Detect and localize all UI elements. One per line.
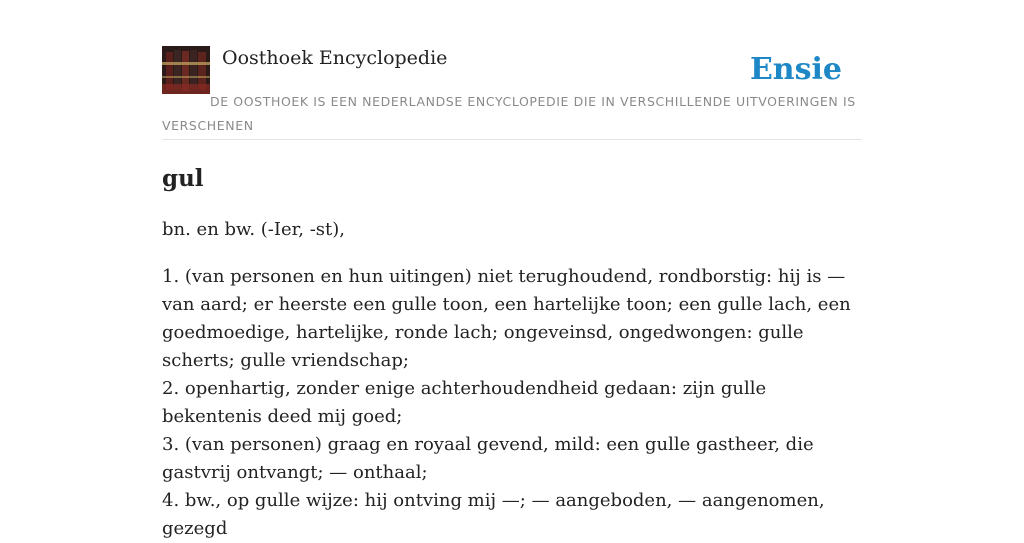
- grammar-info: bn. en bw. (-Ier, -st),: [162, 219, 345, 240]
- definition-item: 1. (van personen en hun uitingen) niet terughoudend, rondborstig: hij is — van aard; er heerste een gulle toon, een hartelijke toon; een gulle lach, een goedmoedige, hartelijke, ronde lach; ongeveinsd, ongedwongen: gulle scherts; gulle vriendschap;: [162, 266, 851, 371]
- entry-content: [162, 216, 862, 543]
- entry-title: gul: [162, 165, 204, 192]
- definition-item: 2. openhartig, zonder enige achterhoudendheid gedaan: zijn gulle bekentenis deed mij goed;: [162, 378, 767, 427]
- site-name-link[interactable]: Oosthoek Encyclopedie: [222, 47, 448, 69]
- book-spines-image: [162, 46, 210, 94]
- ensie-logo-link[interactable]: Ensie: [749, 52, 842, 87]
- definition-item: 4. bw., op gulle wijze: hij ontving mij —; — aangeboden, — aangenomen, gezegd: [162, 490, 825, 539]
- site-header: [162, 46, 862, 140]
- site-tagline: DE OOSTHOEK IS EEN NEDERLANDSE ENCYCLOPEDIE DIE IN VERSCHILLENDE UITVOERINGEN IS VERSCHENEN: [162, 94, 856, 133]
- definition-item: 3. (van personen) graag en royaal gevend, mild: een gulle gastheer, die gastvrij ontvangt; — onthaal;: [162, 434, 814, 483]
- definition-list: [162, 263, 862, 543]
- encyclopedia-avatar[interactable]: [162, 46, 210, 94]
